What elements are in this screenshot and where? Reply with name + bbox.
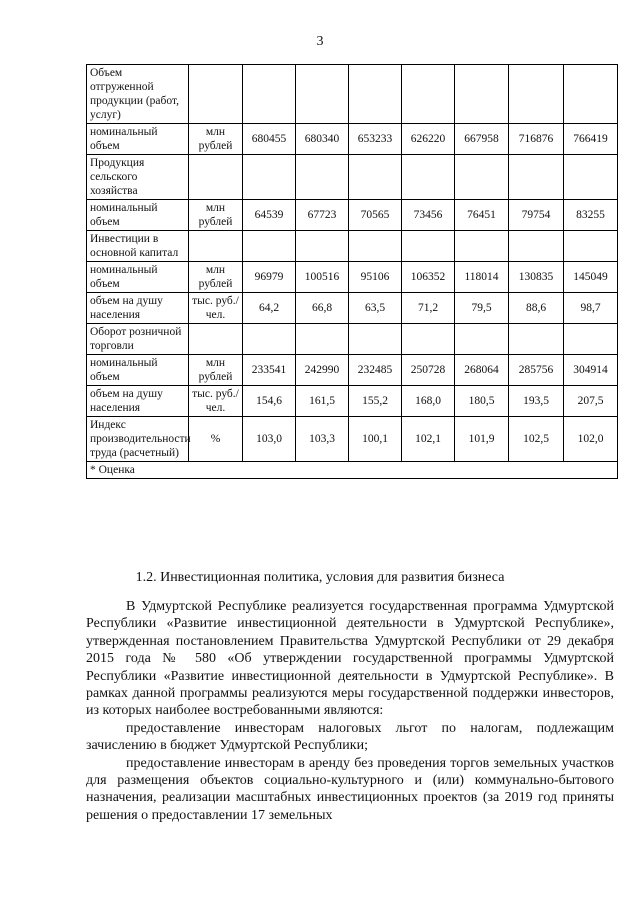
value-cell: 154,6: [243, 386, 296, 417]
table-row: [87, 262, 618, 293]
section-heading: 1.2. Инвестиционная политика, условия для развития бизнеса: [135, 570, 505, 585]
table-row: [87, 386, 618, 417]
value-cell: 102,1: [402, 417, 455, 462]
value-cell: 180,5: [455, 386, 509, 417]
empty-cell: [402, 231, 455, 262]
value-cell: 233541: [243, 355, 296, 386]
empty-cell: [296, 155, 349, 200]
paragraph: предоставление инвесторам в аренду без проведения торгов земельных участков для размещения объектов социально-культурного и (или) коммунально-бытового назначения, реализации масштабных инвестиционных проектов (за 2019 год приняты решения о предоставлении 17 земельных: [86, 755, 614, 823]
value-cell: 161,5: [296, 386, 349, 417]
value-cell: 79,5: [455, 293, 509, 324]
value-cell: 130835: [509, 262, 564, 293]
empty-cell: [189, 231, 243, 262]
value-cell: 106352: [402, 262, 455, 293]
empty-cell: [509, 155, 564, 200]
empty-cell: [189, 324, 243, 355]
unit-cell: млн рублей: [189, 200, 243, 231]
value-cell: 716876: [509, 124, 564, 155]
empty-cell: [243, 155, 296, 200]
row-label: Инвестиции в основной капитал: [87, 231, 189, 262]
row-label: Продукция сельского хозяйства: [87, 155, 189, 200]
empty-cell: [349, 324, 402, 355]
unit-cell: тыс. руб./чел.: [189, 293, 243, 324]
unit-cell: млн рублей: [189, 262, 243, 293]
row-label: объем на душу населения: [87, 386, 189, 417]
value-cell: 193,5: [509, 386, 564, 417]
table-row: [87, 324, 618, 355]
value-cell: 304914: [564, 355, 618, 386]
table-row: [87, 155, 618, 200]
value-cell: 102,5: [509, 417, 564, 462]
paragraph: предоставление инвесторам налоговых льгот по налогам, подлежащим зачислению в бюджет Удмуртской Республики;: [86, 720, 614, 754]
empty-cell: [349, 155, 402, 200]
economic-indicators-table: [86, 64, 618, 479]
empty-cell: [189, 65, 243, 124]
unit-cell: млн рублей: [189, 124, 243, 155]
value-cell: 155,2: [349, 386, 402, 417]
value-cell: 73456: [402, 200, 455, 231]
paragraph: В Удмуртской Республике реализуется государственная программа Удмуртской Республики «Развитие инвестиционной деятельности в Удмуртской Республике», утвержденная постановлением Правительства Удмуртской Республики от 29 декабря 2015 года № 580 «Об утверждении государственной программы Удмуртской Республики «Развитие инвестиционной деятельности в Удмуртской Республике». В рамках данной программы реализуются меры государственной поддержки инвесторов, из которых наиболее востребованными являются:: [86, 599, 614, 719]
empty-cell: [296, 65, 349, 124]
empty-cell: [243, 324, 296, 355]
value-cell: 96979: [243, 262, 296, 293]
empty-cell: [402, 65, 455, 124]
value-cell: 64,2: [243, 293, 296, 324]
table-row: [87, 417, 618, 462]
row-label: Объем отгруженной продукции (работ, услуг): [87, 65, 189, 124]
empty-cell: [402, 155, 455, 200]
footnote-row: [87, 462, 618, 479]
row-label: Индекс производительности труда (расчетный): [87, 417, 189, 462]
value-cell: 76451: [455, 200, 509, 231]
table-row: [87, 355, 618, 386]
value-cell: 88,6: [509, 293, 564, 324]
value-cell: 100,1: [349, 417, 402, 462]
value-cell: 118014: [455, 262, 509, 293]
value-cell: 103,3: [296, 417, 349, 462]
value-cell: 101,9: [455, 417, 509, 462]
value-cell: 79754: [509, 200, 564, 231]
empty-cell: [455, 231, 509, 262]
unit-cell: тыс. руб./чел.: [189, 386, 243, 417]
page-number: 3: [316, 34, 324, 49]
empty-cell: [509, 65, 564, 124]
row-label: номинальный объем: [87, 200, 189, 231]
value-cell: 95106: [349, 262, 402, 293]
value-cell: 667958: [455, 124, 509, 155]
value-cell: 680455: [243, 124, 296, 155]
value-cell: 168,0: [402, 386, 455, 417]
table-row: [87, 293, 618, 324]
value-cell: 100516: [296, 262, 349, 293]
empty-cell: [243, 231, 296, 262]
value-cell: 83255: [564, 200, 618, 231]
value-cell: 268064: [455, 355, 509, 386]
value-cell: 766419: [564, 124, 618, 155]
empty-cell: [564, 231, 618, 262]
row-label: номинальный объем: [87, 355, 189, 386]
empty-cell: [402, 324, 455, 355]
table-row: [87, 231, 618, 262]
empty-cell: [509, 324, 564, 355]
empty-cell: [349, 65, 402, 124]
empty-cell: [455, 65, 509, 124]
value-cell: 626220: [402, 124, 455, 155]
value-cell: 63,5: [349, 293, 402, 324]
value-cell: 207,5: [564, 386, 618, 417]
row-label: Оборот розничной торговли: [87, 324, 189, 355]
table-row: [87, 124, 618, 155]
value-cell: 98,7: [564, 293, 618, 324]
value-cell: 70565: [349, 200, 402, 231]
value-cell: 64539: [243, 200, 296, 231]
table-row: [87, 65, 618, 124]
empty-cell: [349, 231, 402, 262]
empty-cell: [189, 155, 243, 200]
body-text: [86, 598, 614, 824]
unit-cell: млн рублей: [189, 355, 243, 386]
value-cell: 102,0: [564, 417, 618, 462]
value-cell: 67723: [296, 200, 349, 231]
value-cell: 145049: [564, 262, 618, 293]
empty-cell: [296, 231, 349, 262]
empty-cell: [243, 65, 296, 124]
empty-cell: [455, 155, 509, 200]
value-cell: 250728: [402, 355, 455, 386]
empty-cell: [296, 324, 349, 355]
row-label: объем на душу населения: [87, 293, 189, 324]
empty-cell: [509, 231, 564, 262]
empty-cell: [564, 324, 618, 355]
row-label: номинальный объем: [87, 262, 189, 293]
empty-cell: [564, 65, 618, 124]
value-cell: 232485: [349, 355, 402, 386]
table-row: [87, 200, 618, 231]
value-cell: 66,8: [296, 293, 349, 324]
unit-cell: %: [189, 417, 243, 462]
value-cell: 653233: [349, 124, 402, 155]
value-cell: 680340: [296, 124, 349, 155]
value-cell: 285756: [509, 355, 564, 386]
value-cell: 242990: [296, 355, 349, 386]
table-footnote: * Оценка: [87, 462, 618, 479]
empty-cell: [455, 324, 509, 355]
value-cell: 71,2: [402, 293, 455, 324]
empty-cell: [564, 155, 618, 200]
row-label: номинальный объем: [87, 124, 189, 155]
value-cell: 103,0: [243, 417, 296, 462]
